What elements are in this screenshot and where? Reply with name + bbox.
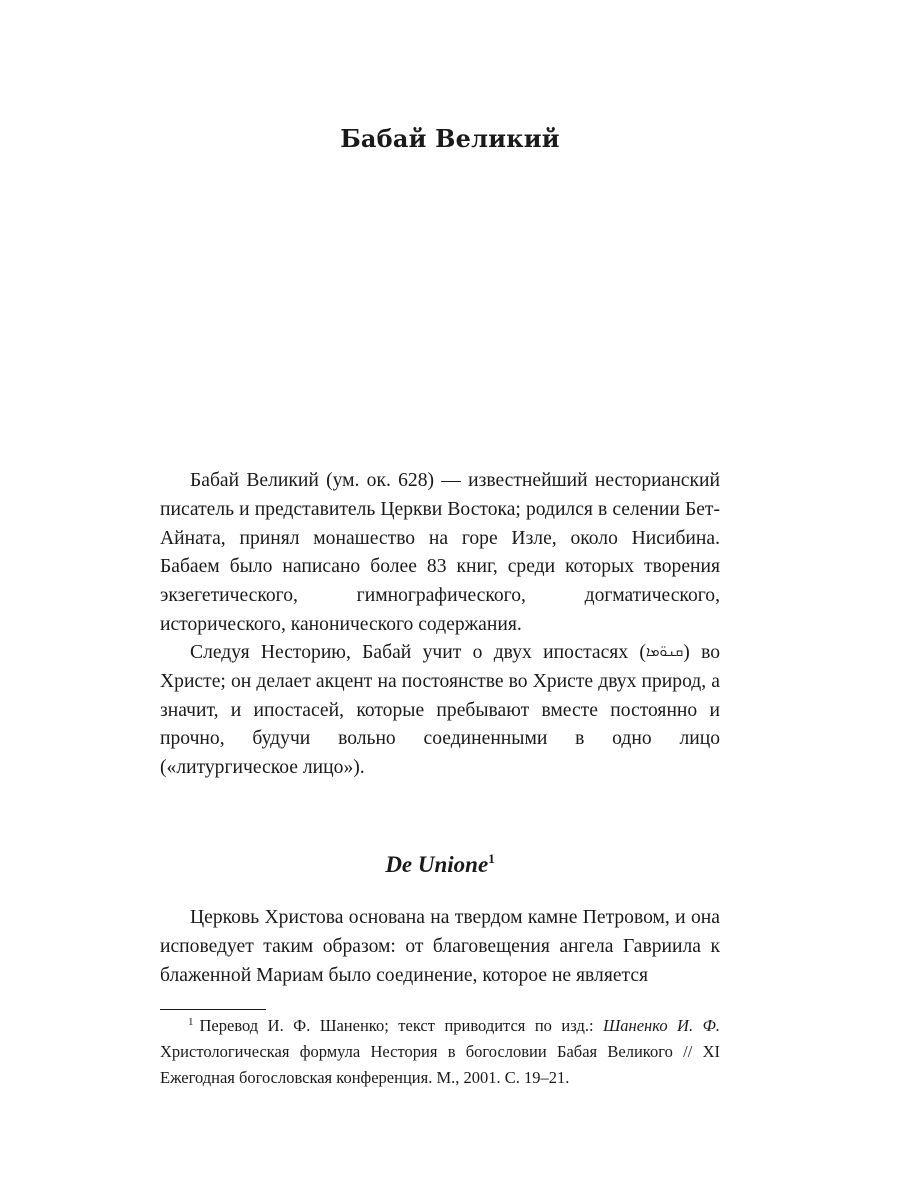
section-paragraph-1: Церковь Христова основана на твердом камне Петровом, и она исповедует таким образом: от благовещения ангела Гавриила к блаженной Мариам было соединение, которое не является: [160, 907, 720, 986]
footnote-text-start: Перевод И. Ф. Шаненко; текст приводится по изд.:: [199, 1016, 604, 1035]
syriac-term: ܩܢܘ̈ܡܐ: [645, 644, 684, 660]
footnote-author: Шаненко И. Ф.: [603, 1016, 720, 1035]
intro-paragraph-2-start: Следуя Несторию, Бабай учит о двух ипостасях (: [190, 642, 646, 663]
section-heading: [0, 852, 880, 878]
footnote-text-end: Христологическая формула Нестория в богословии Бабая Великого // XI Ежегодная богословская конференция. М., 2001. С. 19–21.: [160, 1042, 720, 1087]
intro-paragraph-2: [160, 638, 720, 783]
intro-paragraph-1: Бабай Великий (ум. ок. 628) — известнейший несторианский писатель и представитель Церкви Востока; родился в селении Бет-Айната, принял монашество на горе Изле, около Нисибина. Бабаем было написано более 83 книг, среди которых творения экзегетического, гимнографического, догматического, исторического, канонического содержания.: [160, 470, 720, 635]
footnote-reference: 1: [488, 851, 495, 866]
page-title: Бабай Великий: [340, 124, 560, 153]
intro-paragraph-2-end: ) во Христе; он делает акцент на постоянстве во Христе двух природ, а значит, и ипостасей, которые пребывают вместе постоянно и прочно, будучи вольно соединенными в одно лицо («литургическое лицо»).: [160, 642, 720, 779]
footnote-divider: [160, 1009, 266, 1010]
footnote: [160, 1013, 720, 1091]
footnote-number: 1: [188, 1016, 194, 1028]
section-heading-text: De Unione: [385, 852, 489, 877]
